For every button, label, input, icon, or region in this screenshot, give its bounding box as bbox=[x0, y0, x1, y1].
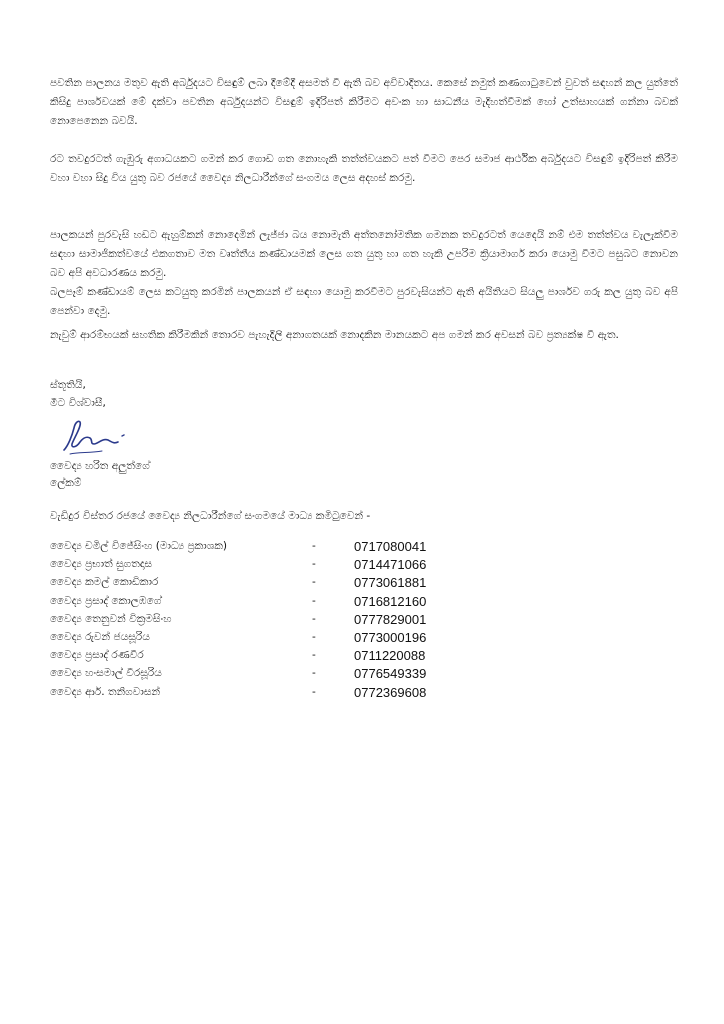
contact-dash: - bbox=[312, 540, 316, 552]
committee-title: වැඩිදුර විස්තර රජයේ වෛද්‍ය නිලධාරීන්ගේ සංගමයේ මාධ්‍ය කමිටුවෙන් - bbox=[50, 510, 371, 522]
contact-name: වෛද්‍ය කමල් කොඩිකාර bbox=[50, 576, 159, 589]
contact-name: වෛද්‍ය ප්‍රභාත් සුගතදාස bbox=[50, 558, 153, 571]
contact-phone: 0714471066 bbox=[354, 557, 427, 573]
contact-dash: - bbox=[312, 594, 316, 607]
contact-dash: - bbox=[312, 667, 316, 680]
contact-phone: 0773000196 bbox=[354, 629, 427, 645]
closing-faithfully: මීට විශ්වාසී, bbox=[50, 397, 106, 409]
paragraph-4: බලපෑම් කණ්ඩායම් ලෙස කටයුතු කරමින් පාලකයන් ඒ සඳහා යොමු කරවීමට පුරවැසියන්ට ඇති අයිතියට සියලු පාර්ශව ගරු කල යුතු බව අපි පෙන්වා දෙමු. bbox=[50, 286, 678, 317]
paragraph-2: රට තවදුරටත් ගැඹුරු අගාධයකට ගමන් කර ගොඩ ගත නොහැකි තත්ත්වයකට පත් වීමට පෙර සමාජ ආර්ථික අර්බුදයට විසඳුම් ඉදිරිපත් කිරීම වහා වහා සිදු විය යුතු බව රජයේ වෛද්‍ය නිලධාරීන්ගේ සංගමය ලෙස අදහස් කරමු. bbox=[50, 153, 678, 184]
paragraph-5: නැවුම් ආරම්භයක් සහතික කිරීමකින් තොරව පැහැදිලි අනාගතයක් නොදකින මානයකට අප ගමන් කර අවසන් බව ප්‍රත්‍යක්ෂ වී ඇත. bbox=[50, 329, 619, 341]
contact-dash: - bbox=[312, 612, 316, 625]
contact-phone: 0773061881 bbox=[354, 575, 427, 591]
paragraph-1: පවතින පාලනය මතුව ඇති අර්බුදයට විසඳුම් ලබා දීමේදී අසමත් වී ඇති බව අවිවාදිතය. කෙසේ නමුත් කණගාටුවෙන් වුවත් සඳහන් කල යුත්තේ කිසිදු පාර්ශවයක් මේ දක්වා පවතින අර්බුදයන්ට විසඳුම් ඉදිරිපත් කිරීමට අවංක හා සාධනීය මැදිහත්වීමක් හෝ උත්සාහයක් ගන්නා බවක් නොපෙනෙන බවයි. bbox=[50, 77, 678, 127]
signatory-title: ලේකම් bbox=[50, 477, 82, 489]
contact-dash: - bbox=[312, 630, 316, 643]
contact-phone: 0716812160 bbox=[354, 593, 427, 609]
contact-name: වෛද්‍ය හංසමාල් වීරසූරිය bbox=[50, 667, 162, 680]
handwritten-signature bbox=[60, 414, 130, 458]
contact-name: වෛද්‍ය තෙනුවන් වික්‍රමසිංහ bbox=[50, 612, 172, 625]
contact-dash: - bbox=[312, 685, 316, 698]
contact-dash: - bbox=[312, 558, 316, 571]
contact-dash: - bbox=[312, 576, 316, 589]
contact-phone: 0772369608 bbox=[354, 684, 427, 700]
contact-name: වෛද්‍ය ආර්. තනිගවාසන් bbox=[50, 685, 161, 698]
signatory-name: වෛද්‍ය හරිත අලුත්ගේ bbox=[50, 460, 150, 472]
paragraph-3: පාලකයන් පුරවැසි හඩට ඇහුම්කන් නොදෙමින් ලැජ්ජා බය නොමැති අත්තනෝමතික ගමනක තවදුරටත් යෙදෙයි නම් එම තත්ත්වය වැලැක්වීම සඳහා සාමාජිකත්වයේ එකගතාව මත වෘත්තීය කණ්ඩායමක් ලෙස ගත යුතු හා ගත හැකි උපරිම ක්‍රියාමාර්ග කරා යොමු වීමට පසුබට නොවන බව අපි අවධාරණය කරමු. bbox=[50, 229, 678, 279]
signatory-block bbox=[50, 458, 150, 492]
contact-name: වෛද්‍ය ප්‍රසාද් රණවීර bbox=[50, 649, 144, 662]
contact-name: වෛද්‍ය ප්‍රසාද් කොලඹගේ bbox=[50, 594, 162, 607]
contact-name: වෛද්‍ය චමිල් විජේසිංහ (මාධ්‍ය ප්‍රකාශක) bbox=[50, 540, 228, 552]
contact-name: වෛද්‍ය රුවන් ජයසූරිය bbox=[50, 630, 150, 643]
contact-phone: 0717080041 bbox=[354, 539, 427, 554]
contact-phone: 0776549339 bbox=[354, 666, 427, 682]
contact-phone: 0777829001 bbox=[354, 611, 427, 627]
closing-thanks: ස්තූතියි, bbox=[50, 379, 86, 391]
contact-dash: - bbox=[312, 649, 316, 662]
contact-phone: 0711220088 bbox=[354, 648, 426, 664]
